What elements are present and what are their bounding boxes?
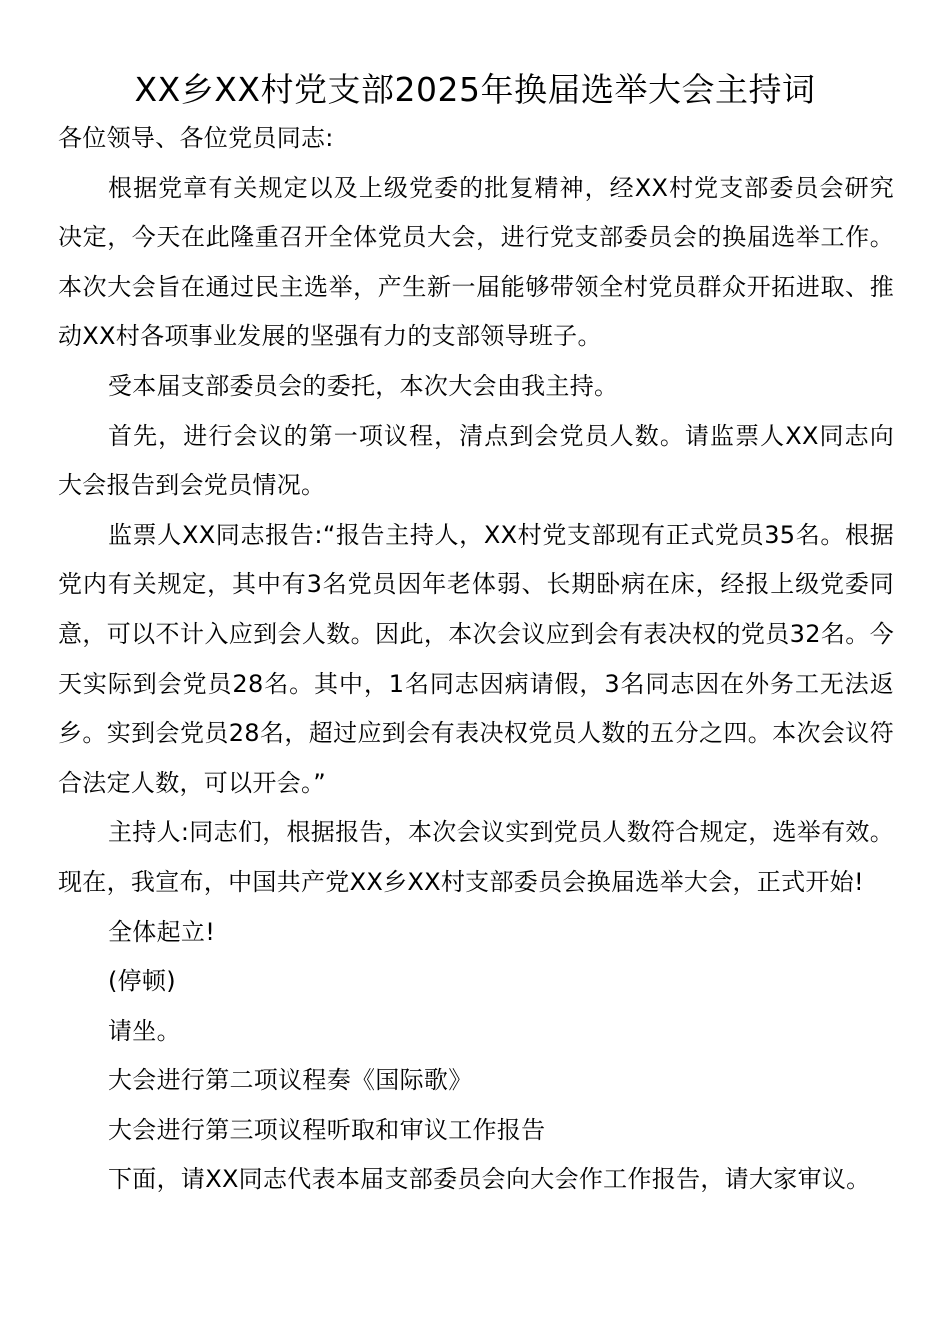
document-title: XX乡XX村党支部2025年换届选举大会主持词 (134, 70, 816, 109)
sit-down-line: 请坐。 (108, 1016, 181, 1045)
intro-paragraph: 根据党章有关规定以及上级党委的批复精神，经XX村党支部委员会研究决定，今天在此隆重召开全体党员大会，进行党支部委员会的换届选举工作。本次大会旨在通过民主选举，产生新一届能够带领全村党员群众开拓进取、推动XX村各项事业发展的坚强有力的支部领导班子。 (58, 173, 894, 351)
stand-up-line: 全体起立! (108, 917, 216, 946)
work-report-line: 下面，请XX同志代表本届支部委员会向大会作工作报告，请大家审议。 (108, 1165, 871, 1194)
agenda-two-line: 大会进行第二项议程奏《国际歌》 (108, 1066, 473, 1095)
pause-line: (停顿) (108, 967, 176, 996)
host-announcement-paragraph: 主持人:同志们，根据报告，本次会议实到党员人数符合规定，选举有效。现在，我宣布，中国共产党XX乡XX村支部委员会换届选举大会，正式开始! (58, 818, 894, 896)
teller-report-paragraph: 监票人XX同志报告:“报告主持人，XX村党支部现有正式党员35名。根据党内有关规定，其中有3名党员因年老体弱、长期卧病在床，经报上级党委同意，可以不计入应到会人数。因此，本次会议应到会有表决权的党员32名。今天实际到会党员28名。其中，1名同志因病请假，3名同志因在外务工无法返乡。实到会党员28名，超过应到会有表决权党员人数的五分之四。本次会议符合法定人数，可以开会。” (58, 520, 894, 797)
agenda-three-line: 大会进行第三项议程听取和审议工作报告 (108, 1115, 546, 1144)
agenda-one-paragraph: 首先，进行会议的第一项议程，清点到会党员人数。请监票人XX同志向大会报告到会党员情况。 (58, 421, 894, 500)
salutation-paragraph: 各位领导、各位党员同志: (58, 124, 334, 152)
document-body (58, 114, 894, 1205)
host-statement-paragraph: 受本届支部委员会的委托，本次大会由我主持。 (108, 371, 619, 400)
